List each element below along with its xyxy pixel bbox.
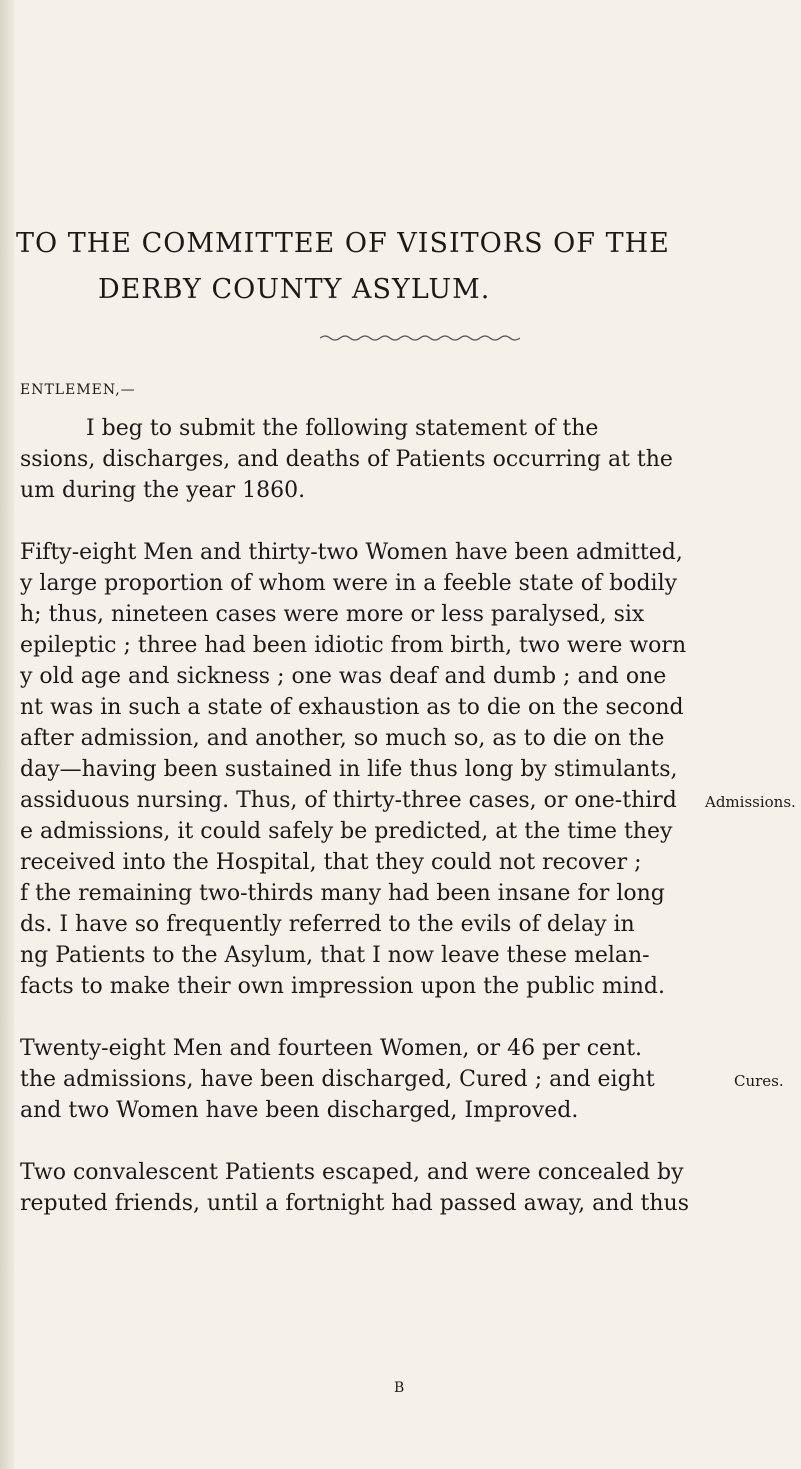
text-line: reputed friends, until a fortnight had passed away, and thus xyxy=(20,1191,689,1216)
text-line: nt was in such a state of exhaustion as to die on the second xyxy=(20,695,684,720)
text-line: f the remaining two-thirds many had been insane for long xyxy=(20,881,665,906)
text-line: y large proportion of whom were in a feeble state of bodily xyxy=(20,571,678,596)
text-line: I beg to submit the following statement of the xyxy=(86,416,599,441)
heading-line-2: DERBY COUNTY ASYLUM. xyxy=(98,274,491,305)
text-line: um during the year 1860. xyxy=(20,478,306,503)
text-line: facts to make their own impression upon the public mind. xyxy=(20,974,666,999)
page-edge-shadow xyxy=(0,0,14,1469)
text-line: y old age and sickness ; one was deaf and dumb ; and one xyxy=(20,664,667,689)
text-line: assiduous nursing. Thus, of thirty-three cases, or one-third xyxy=(20,788,677,813)
signature-mark: B xyxy=(394,1380,405,1396)
text-line: received into the Hospital, that they could not recover ; xyxy=(20,850,642,875)
text-line: Twenty-eight Men and fourteen Women, or 46 per cent. xyxy=(20,1036,643,1061)
text-line: Fifty-eight Men and thirty-two Women have been admitted, xyxy=(20,540,683,565)
text-line: ds. I have so frequently referred to the evils of delay in xyxy=(20,912,635,937)
text-line: h; thus, nineteen cases were more or less paralysed, six xyxy=(20,602,645,627)
text-line: Two convalescent Patients escaped, and were concealed by xyxy=(20,1160,684,1185)
decorative-wavy-rule xyxy=(320,334,520,342)
text-line: and two Women have been discharged, Improved. xyxy=(20,1098,579,1123)
heading-line-1: TO THE COMMITTEE OF VISITORS OF THE xyxy=(16,228,670,259)
text-line: ssions, discharges, and deaths of Patients occurring at the xyxy=(20,447,673,472)
text-line: e admissions, it could safely be predicted, at the time they xyxy=(20,819,673,844)
text-line: day—having been sustained in life thus long by stimulants, xyxy=(20,757,678,782)
salutation: ENTLEMEN,— xyxy=(20,382,136,398)
text-line: after admission, and another, so much so, as to die on the xyxy=(20,726,665,751)
margin-note-admissions: Admissions. xyxy=(705,793,796,811)
margin-note-cures: Cures. xyxy=(734,1072,784,1090)
text-line: epileptic ; three had been idiotic from birth, two were worn xyxy=(20,633,687,658)
text-line: ng Patients to the Asylum, that I now leave these melan- xyxy=(20,943,650,968)
text-line: the admissions, have been discharged, Cured ; and eight xyxy=(20,1067,655,1092)
